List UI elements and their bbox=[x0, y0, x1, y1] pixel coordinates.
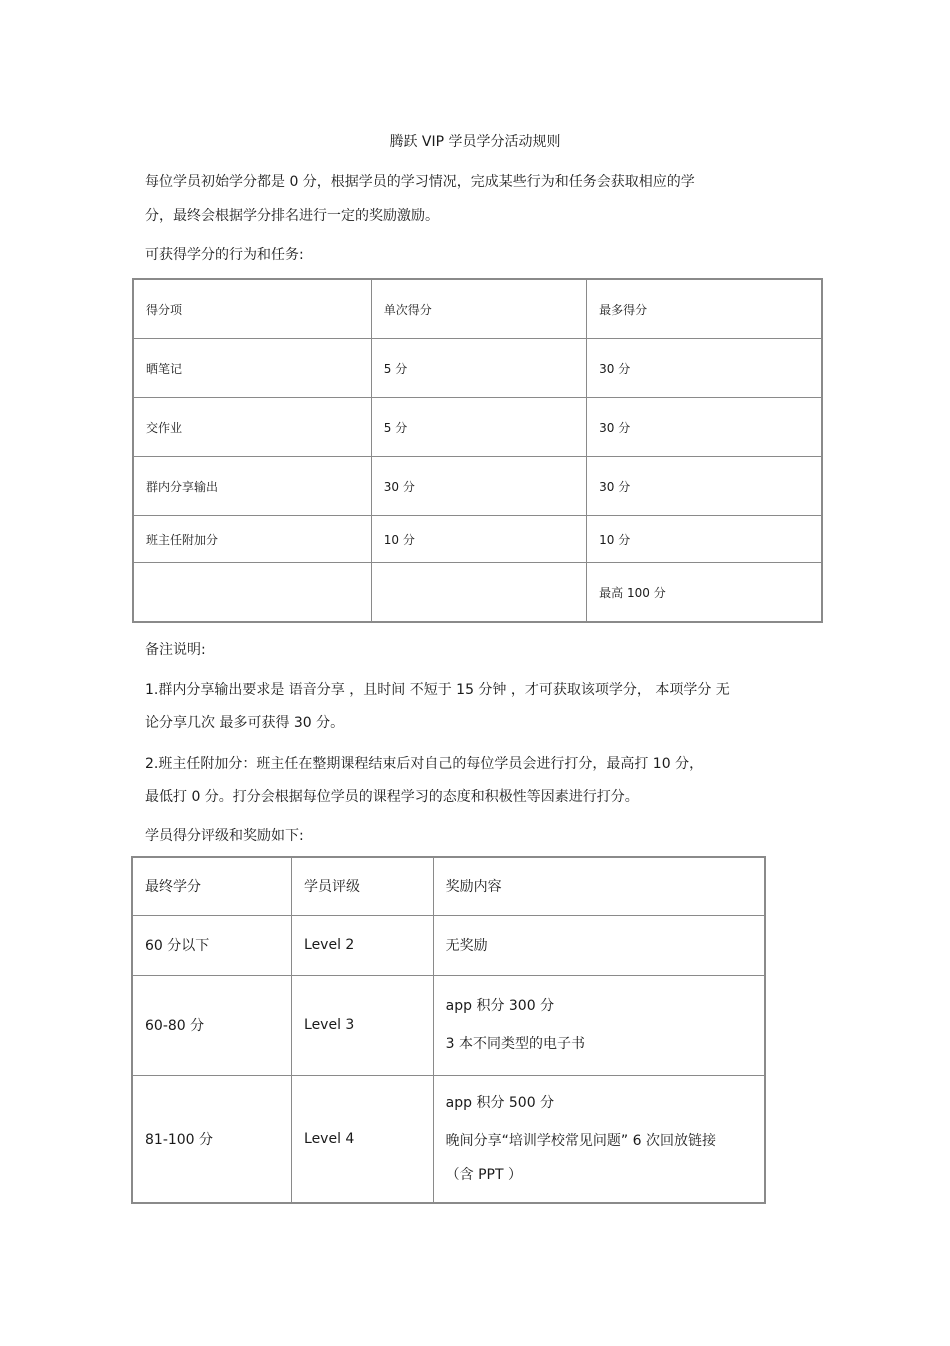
score-items-table bbox=[132, 278, 823, 623]
table-row bbox=[133, 563, 822, 623]
document-title: 腾跃 VIP 学员学分活动规则 bbox=[389, 134, 561, 150]
reward-line: （含 PPT ） bbox=[445, 1166, 522, 1183]
intro-line-2: 分，最终会根据学分排名进行一定的奖励激励。 bbox=[145, 208, 439, 224]
table-cell bbox=[433, 1075, 765, 1203]
reward-line: 3 本不同类型的电子书 bbox=[445, 1036, 585, 1052]
table-cell: 30 分 bbox=[587, 398, 822, 457]
table-cell bbox=[433, 975, 765, 1075]
note-2-line-1: 2.班主任附加分：班主任在整期课程结束后对自己的每位学员会进行打分，最高打 10 分， bbox=[145, 756, 704, 772]
reward-line: app 积分 300 分 bbox=[445, 998, 555, 1014]
table-header-cell: 奖励内容 bbox=[433, 857, 765, 915]
table-cell: 81-100 分 bbox=[132, 1075, 292, 1203]
table-header-cell: 得分项 bbox=[133, 279, 371, 339]
table-cell: 5 分 bbox=[371, 339, 586, 398]
note-2-line-2: 最低打 0 分。打分会根据每位学员的课程学习的态度和积极性等因素进行打分。 bbox=[145, 789, 639, 805]
table-cell: 最高 100 分 bbox=[587, 563, 822, 623]
table-cell: 10 分 bbox=[587, 516, 822, 563]
table-header-cell: 最多得分 bbox=[587, 279, 822, 339]
reward-line: app 积分 500 分 bbox=[445, 1094, 555, 1111]
table-cell: Level 3 bbox=[292, 975, 434, 1075]
table-cell: 群内分享输出 bbox=[133, 457, 371, 516]
table-cell: 30 分 bbox=[587, 339, 822, 398]
table-row bbox=[132, 915, 765, 975]
table-cell: Level 2 bbox=[292, 915, 434, 975]
table-cell: 5 分 bbox=[371, 398, 586, 457]
table-cell: 晒笔记 bbox=[133, 339, 371, 398]
reward-line: 晚间分享“培训学校常见问题” 6 次回放链接 bbox=[445, 1132, 716, 1149]
table-cell: Level 4 bbox=[292, 1075, 434, 1203]
note-1-line-1: 1.群内分享输出要求是 语音分享 ，且时间 不短于 15 分钟 ，才可获取该项学分， 本项学分 无 bbox=[145, 682, 730, 698]
table-row bbox=[132, 975, 765, 1075]
table-header-row bbox=[133, 279, 822, 339]
table-cell: 60-80 分 bbox=[132, 975, 292, 1075]
table-row bbox=[133, 398, 822, 457]
notes-heading: 备注说明: bbox=[145, 642, 206, 658]
table-cell bbox=[133, 563, 371, 623]
table-header-row bbox=[132, 857, 765, 915]
table-header-cell: 学员评级 bbox=[292, 857, 434, 915]
tasks-heading: 可获得学分的行为和任务: bbox=[145, 247, 304, 263]
table-cell: 无奖励 bbox=[433, 915, 765, 975]
table-row bbox=[133, 339, 822, 398]
table-header-cell: 最终学分 bbox=[132, 857, 292, 915]
table-header-cell: 单次得分 bbox=[371, 279, 586, 339]
note-1-line-2: 论分享几次 最多可获得 30 分。 bbox=[145, 715, 345, 731]
table-cell: 30 分 bbox=[587, 457, 822, 516]
intro-line-1: 每位学员初始学分都是 0 分，根据学员的学习情况，完成某些行为和任务会获取相应的学 bbox=[145, 174, 695, 190]
table-cell bbox=[371, 563, 586, 623]
table-cell: 30 分 bbox=[371, 457, 586, 516]
table-row bbox=[133, 457, 822, 516]
rating-reward-table bbox=[131, 856, 766, 1204]
table-row bbox=[132, 1075, 765, 1203]
table-cell: 班主任附加分 bbox=[133, 516, 371, 563]
table-cell: 10 分 bbox=[371, 516, 586, 563]
table-cell: 60 分以下 bbox=[132, 915, 292, 975]
table-cell: 交作业 bbox=[133, 398, 371, 457]
rating-heading: 学员得分评级和奖励如下: bbox=[145, 828, 304, 844]
table-row bbox=[133, 516, 822, 563]
